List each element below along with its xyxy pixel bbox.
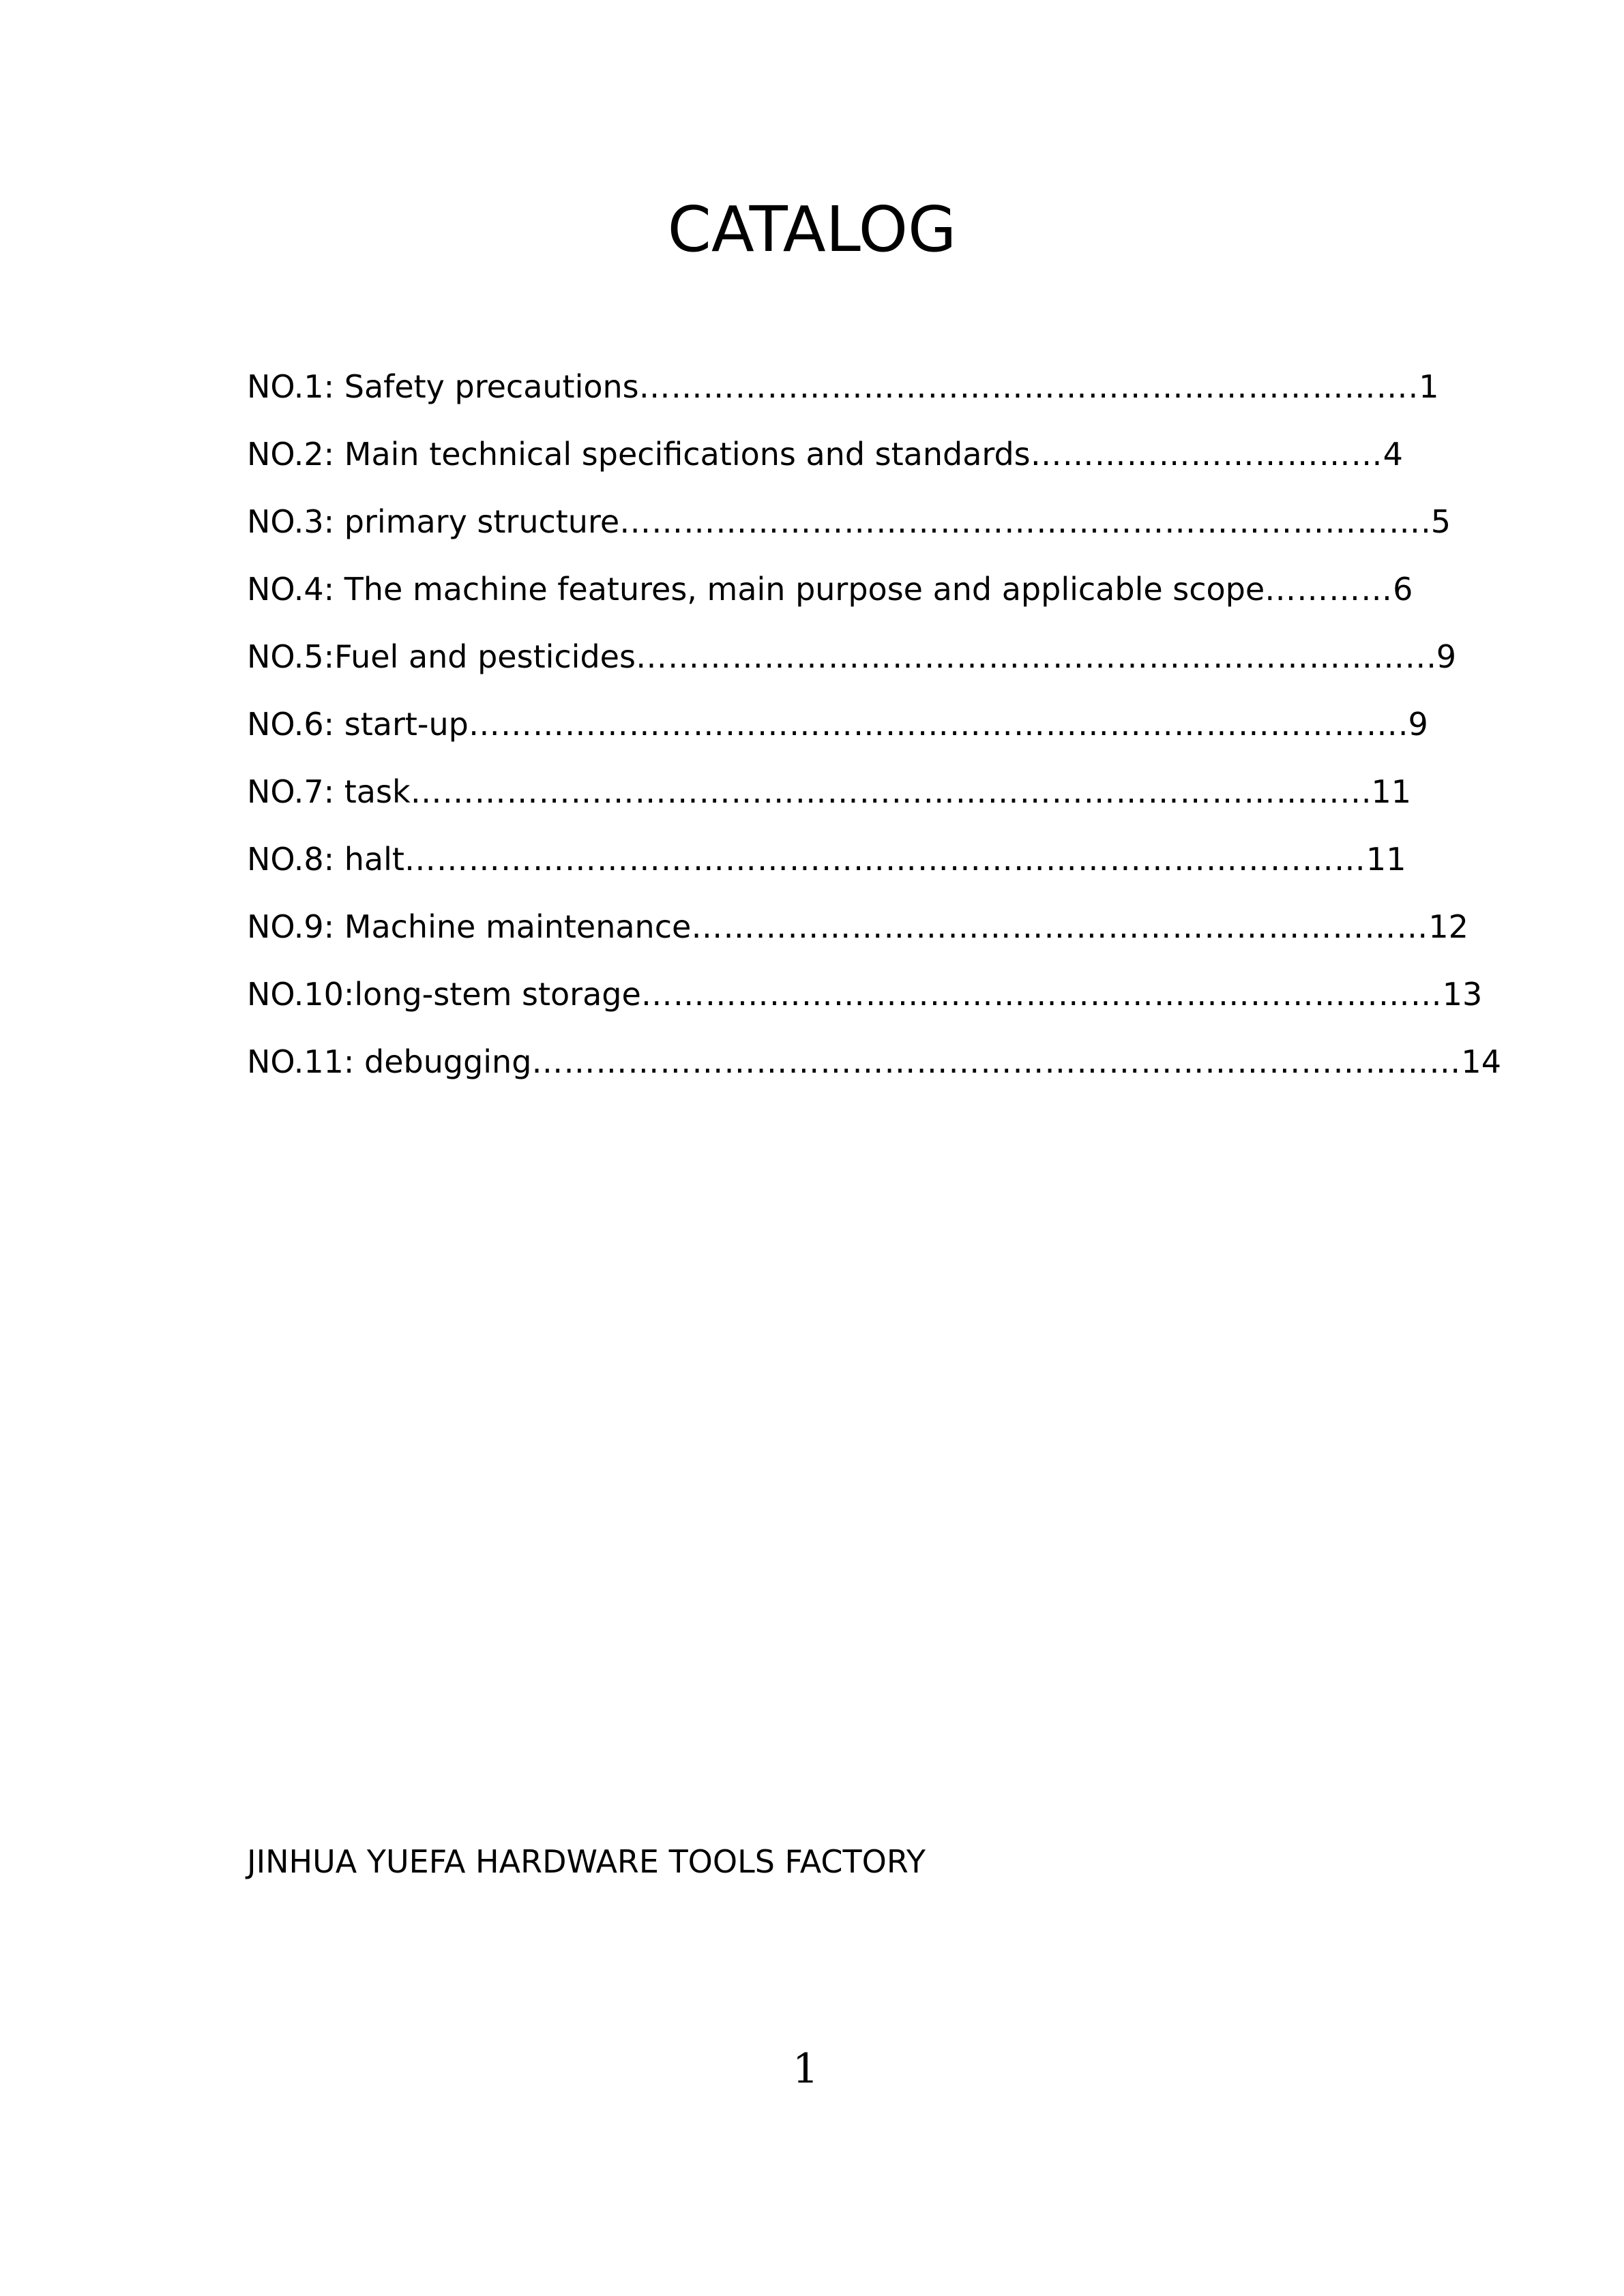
toc-leader-dots: ……………………………………………………………………………: [531, 1043, 1462, 1080]
toc-page-number: .9: [1398, 706, 1428, 743]
toc-page-number: 14: [1461, 1043, 1501, 1080]
toc-page-number: .5: [1421, 503, 1451, 540]
toc-entry-4[interactable]: [247, 556, 1413, 623]
page-title: CATALOG: [667, 193, 957, 266]
toc-entry-1[interactable]: [247, 353, 1439, 421]
toc-entry-9[interactable]: [247, 893, 1468, 961]
toc-entry-3[interactable]: [247, 488, 1451, 556]
toc-entry-label: NO.6: start-up: [247, 706, 469, 743]
table-of-contents: [247, 353, 1501, 1096]
toc-leader-dots: ……………………………………………………………: [691, 908, 1429, 945]
toc-leader-dots: ……………………………………………………………………………: [468, 706, 1398, 743]
toc-entry-2[interactable]: [247, 421, 1403, 488]
toc-entry-label: NO.5:Fuel and pesticides: [247, 638, 636, 675]
toc-entry-label: NO.2: Main technical specifications and standards: [247, 436, 1031, 473]
toc-page-number: .9: [1426, 638, 1457, 675]
toc-entry-5[interactable]: [247, 623, 1457, 691]
toc-page-number: 4: [1383, 436, 1403, 473]
toc-page-number: 6: [1393, 571, 1413, 608]
toc-entry-6[interactable]: [247, 691, 1428, 758]
toc-entry-11[interactable]: [247, 1028, 1501, 1096]
toc-leader-dots: ……………………………: [1030, 436, 1383, 473]
toc-leader-dots: …………………………………………………………………: [619, 503, 1421, 540]
toc-leader-dots: …………………………………………………………………: [640, 976, 1443, 1013]
toc-page-number: 1: [1419, 368, 1439, 405]
toc-entry-7[interactable]: [247, 758, 1411, 826]
toc-entry-label: NO.1: Safety precautions: [247, 368, 639, 405]
toc-entry-label: NO.9: Machine maintenance: [247, 908, 692, 945]
toc-leader-dots: ……………………………………………………………………………..: [410, 773, 1361, 810]
company-name: JINHUA YUEFA HARDWARE TOOLS FACTORY: [247, 1843, 926, 1880]
toc-entry-label: NO.11: debugging: [247, 1043, 532, 1080]
toc-entry-label: NO.3: primary structure: [247, 503, 620, 540]
toc-page-number: 12: [1428, 908, 1468, 945]
toc-leader-dots: ………………………………………………………………..: [635, 638, 1427, 675]
toc-leader-dots: ………………………………………………………………………………: [404, 841, 1366, 878]
toc-entry-label: NO.4: The machine features, main purpose and applicable scope: [247, 571, 1265, 608]
toc-page-number: 11: [1365, 841, 1406, 878]
toc-leader-dots: …………: [1265, 571, 1393, 608]
toc-entry-label: NO.8: halt: [247, 841, 404, 878]
toc-entry-label: NO.7: task: [247, 773, 411, 810]
toc-leader-dots: ……………………………………………………………….: [638, 368, 1419, 405]
toc-entry-label: NO.10:long-stem storage: [247, 976, 641, 1013]
toc-entry-10[interactable]: [247, 961, 1483, 1028]
toc-page-number: 13: [1442, 976, 1483, 1013]
toc-entry-8[interactable]: [247, 826, 1406, 893]
page-number: 1: [792, 2045, 819, 2093]
toc-page-number: .11: [1361, 773, 1411, 810]
